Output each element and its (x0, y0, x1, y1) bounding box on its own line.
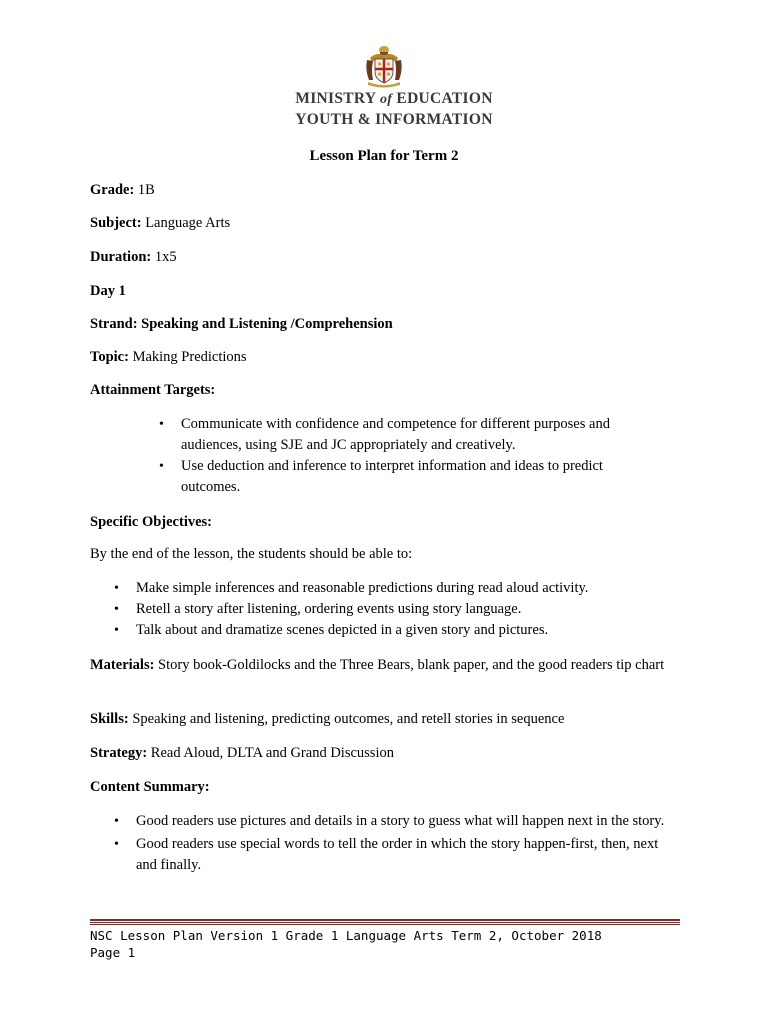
attainment-targets-list (159, 414, 639, 498)
subject-value: Language Arts (141, 215, 231, 231)
ministry-name-line2: YOUTH & INFORMATION (295, 111, 493, 128)
strand-heading: Strand: Speaking and Listening /Comprehension (90, 316, 393, 332)
strategy-value: Read Aloud, DLTA and Grand Discussion (147, 745, 394, 761)
grade-label: Grade: (90, 182, 135, 198)
ministry-name-line1: MINISTRY of EDUCATION (295, 90, 493, 107)
strategy-label: Strategy: (90, 745, 148, 761)
list-item: • Good readers use pictures and details in a story to guess what will happen next in the story. (114, 811, 674, 832)
specific-objectives-list (114, 578, 674, 641)
lesson-plan-title: Lesson Plan for Term 2 (309, 148, 459, 164)
attainment-targets-heading: Attainment Targets: (90, 382, 216, 398)
grade-line (90, 181, 155, 199)
topic-line (90, 348, 247, 366)
list-item: • Talk about and dramatize scenes depicted in a given story and pictures. (114, 620, 674, 641)
duration-label: Duration: (90, 249, 152, 265)
subject-line (90, 214, 230, 232)
materials-line (90, 655, 680, 676)
objectives-intro: By the end of the lesson, the students should be able to: (90, 546, 413, 562)
skills-label: Skills: (90, 711, 129, 727)
coat-of-arms-icon (362, 44, 406, 88)
skills-value: Speaking and listening, predicting outcomes, and retell stories in sequence (128, 711, 565, 727)
list-item: • Retell a story after listening, ordering events using story language. (114, 599, 674, 620)
footer-page-number: Page 1 (90, 945, 136, 960)
content-summary-heading: Content Summary: (90, 779, 210, 795)
footer-document-info: NSC Lesson Plan Version 1 Grade 1 Language Arts Term 2, October 2018 (90, 928, 602, 943)
footer-divider (90, 919, 680, 925)
materials-label: Materials: (90, 657, 155, 673)
list-item: • Good readers use special words to tell the order in which the story happen-first, then, next and finally. (114, 834, 674, 876)
duration-value: 1x5 (151, 249, 177, 265)
topic-value: Making Predictions (128, 349, 247, 365)
list-item: • Communicate with confidence and competence for different purposes and audiences, using SJE and JC appropriately and creatively. (159, 414, 639, 456)
duration-line (90, 248, 177, 266)
content-summary-list (114, 811, 674, 876)
day-heading: Day 1 (90, 283, 126, 299)
ministry-header (0, 44, 768, 130)
subject-label: Subject: (90, 215, 142, 231)
list-item: • Make simple inferences and reasonable predictions during read aloud activity. (114, 578, 674, 599)
strategy-line (90, 744, 394, 762)
specific-objectives-heading: Specific Objectives: (90, 514, 213, 530)
topic-label: Topic: (90, 349, 129, 365)
grade-value: 1B (134, 182, 155, 198)
list-item: • Use deduction and inference to interpret information and ideas to predict outcomes. (159, 456, 639, 498)
skills-line (90, 710, 564, 728)
materials-value: Story book-Goldilocks and the Three Bears, blank paper, and the good readers tip chart (154, 657, 665, 673)
